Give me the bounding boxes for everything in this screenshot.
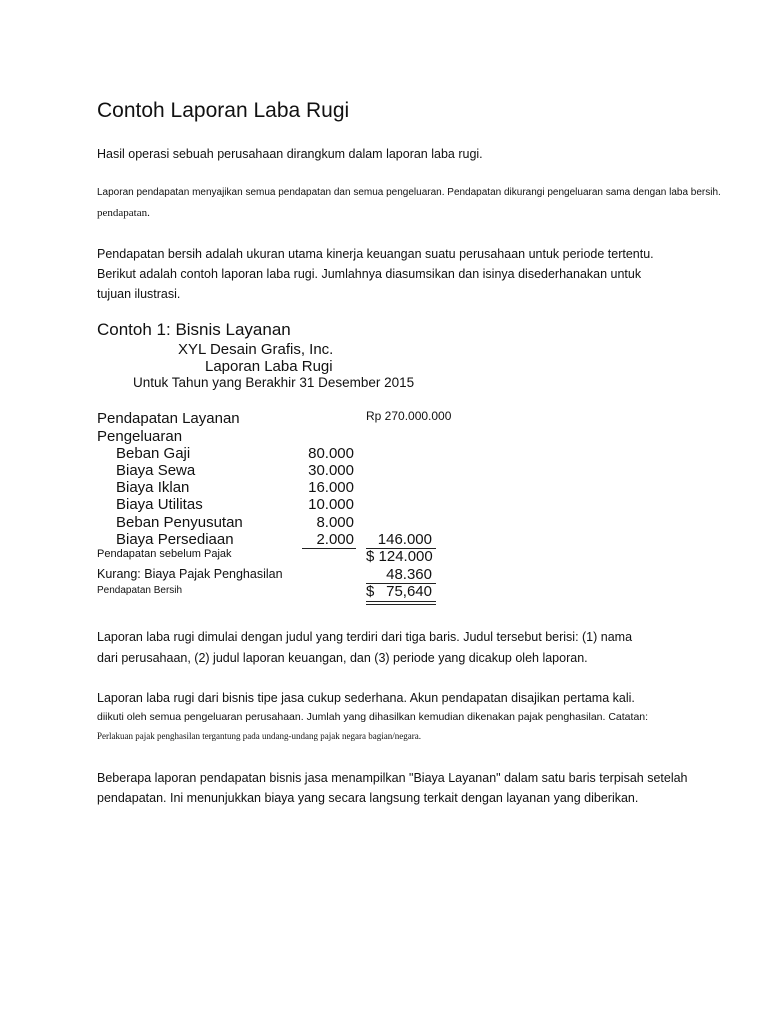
paragraph-3-line-3: Perlakuan pajak penghasilan tergantung pada undang-undang pajak negara bagian/negara.: [97, 731, 421, 741]
statement-company: XYL Desain Grafis, Inc.: [178, 341, 334, 358]
example-heading: Contoh 1: Bisnis Layanan: [97, 320, 291, 339]
pretax-value: $ 124.000: [366, 548, 433, 565]
statement-period: Untuk Tahun yang Berakhir 31 Desember 2015: [133, 375, 415, 390]
expense-label-utilitas: Biaya Utilitas: [116, 496, 203, 513]
paragraph-2-line-1: Laporan laba rugi dimulai dengan judul yang terdiri dari tiga baris. Judul tersebut berisi: (1) nama: [97, 630, 633, 644]
pretax-label: Pendapatan sebelum Pajak: [97, 548, 232, 560]
net-income-value: 75,640: [386, 583, 432, 600]
paragraph-4-line-2: pendapatan. Ini menunjukkan biaya yang secara langsung terkait dengan layanan yang diberikan.: [97, 791, 639, 805]
net-income-currency: $: [366, 583, 375, 600]
paragraph-3-line-2: diikuti oleh semua pengeluaran perusahaan. Jumlah yang dihasilkan kemudian dikenakan pajak penghasilan. Catatan:: [97, 711, 649, 723]
expense-value-sewa: 30.000: [308, 462, 354, 479]
net-income-label: Pendapatan Bersih: [97, 585, 183, 596]
expense-value-utilitas: 10.000: [308, 496, 354, 513]
net-income-double-underline-top: [366, 601, 436, 602]
small-note: Laporan pendapatan menyajikan semua pendapatan dan semua pengeluaran. Pendapatan dikurangi pengeluaran sama dengan laba bersih.: [97, 187, 721, 198]
paragraph-1-line-1: Pendapatan bersih adalah ukuran utama kinerja keuangan suatu perusahaan untuk periode tertentu.: [97, 247, 654, 261]
expense-label-penyusutan: Beban Penyusutan: [116, 514, 243, 531]
tax-label: Kurang: Biaya Pajak Penghasilan: [97, 567, 283, 581]
expenses-label: Pengeluaran: [97, 428, 183, 445]
page-title: Contoh Laporan Laba Rugi: [97, 99, 350, 122]
tax-value: 48.360: [386, 566, 432, 583]
paragraph-1-line-3: tujuan ilustrasi.: [97, 287, 181, 301]
expense-value-persediaan: 2.000: [316, 531, 354, 548]
expense-label-sewa: Biaya Sewa: [116, 462, 196, 479]
paragraph-3-line-1: Laporan laba rugi dari bisnis tipe jasa cukup sederhana. Akun pendapatan disajikan pertama kali.: [97, 691, 635, 705]
intro-paragraph: Hasil operasi sebuah perusahaan dirangkum dalam laporan laba rugi.: [97, 147, 483, 161]
expense-label-iklan: Biaya Iklan: [116, 479, 190, 496]
paragraph-1-line-2: Berikut adalah contoh laporan laba rugi. Jumlahnya diasumsikan dan isinya disederhanakan untuk: [97, 267, 642, 281]
expense-value-penyusutan: 8.000: [316, 514, 354, 531]
expense-label-gaji: Beban Gaji: [116, 445, 191, 462]
revenue-label: Pendapatan Layanan: [97, 410, 240, 427]
expense-value-gaji: 80.000: [308, 445, 354, 462]
revenue-value: Rp 270.000.000: [366, 409, 452, 423]
paragraph-4-line-1: Beberapa laporan pendapatan bisnis jasa menampilkan "Biaya Layanan" dalam satu baris terpisah setelah: [97, 771, 688, 785]
expenses-underline: [302, 548, 356, 549]
net-income-double-underline-bottom: [366, 604, 436, 605]
expense-label-persediaan: Biaya Persediaan: [116, 531, 234, 548]
paragraph-2-line-2: dari perusahaan, (2) judul laporan keuangan, dan (3) periode yang dicakup oleh laporan.: [97, 651, 588, 665]
total-expenses-value: 146.000: [377, 531, 432, 548]
expense-value-iklan: 16.000: [308, 479, 354, 496]
statement-report-name: Laporan Laba Rugi: [205, 358, 333, 375]
small-note-serif: pendapatan.: [97, 207, 150, 219]
